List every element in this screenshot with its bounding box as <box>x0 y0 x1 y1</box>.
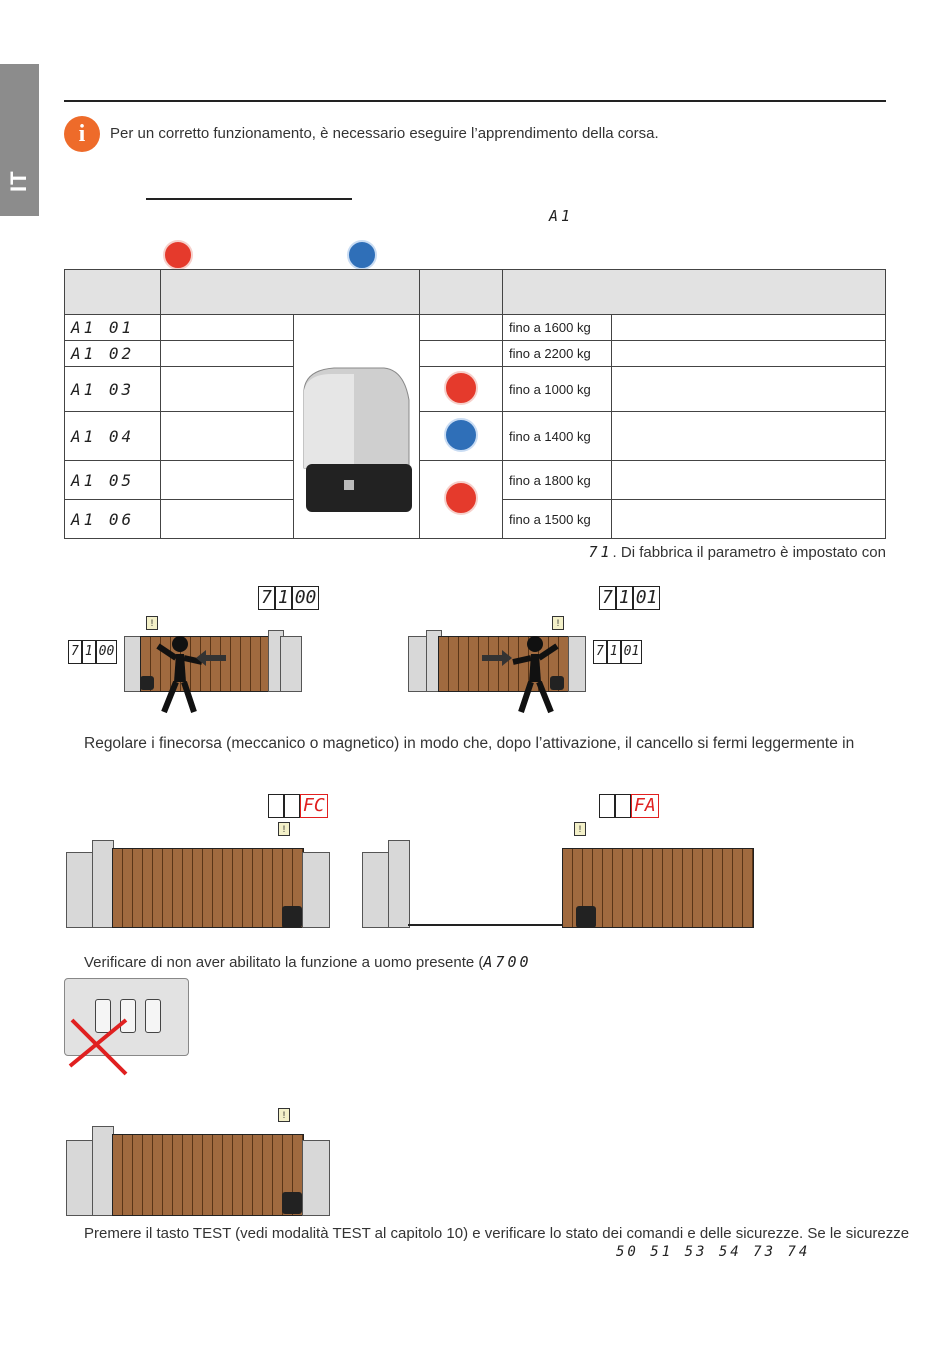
table-header-cell <box>65 270 161 315</box>
display-fc: FC <box>268 794 328 818</box>
speed-icon <box>163 240 193 270</box>
motor-icon <box>282 1192 302 1214</box>
gate-post <box>388 840 410 928</box>
table-code-cell: A1 03 <box>65 367 161 412</box>
gate-panel <box>112 848 304 928</box>
table-cell <box>612 461 886 500</box>
gate-post <box>92 1126 114 1216</box>
table-cell <box>161 500 294 539</box>
arrow-left-icon <box>196 650 226 666</box>
table-cell <box>161 341 294 367</box>
table-code-cell: A1 06 <box>65 500 161 539</box>
motor-image <box>294 330 419 520</box>
table-cell <box>612 500 886 539</box>
warning-lamp-icon: ! <box>552 616 564 630</box>
table-cell <box>161 315 294 341</box>
display-fa: FA <box>599 794 659 818</box>
gate-post <box>66 1140 94 1216</box>
test-codes: 50 51 53 54 73 74 <box>616 1244 811 1260</box>
speed-icon <box>444 481 478 515</box>
language-tab-label: IT <box>6 170 31 192</box>
heading-underline <box>146 198 352 200</box>
table-cell <box>420 341 503 367</box>
info-text: Per un corretto funzionamento, è necessario eseguire l’apprendimento della corsa. <box>110 125 659 142</box>
para-verify: Verificare di non aver abilitato la funzione a uomo presente (A700 <box>84 953 532 971</box>
table-code-cell: A1 01 <box>65 315 161 341</box>
table-header-cell <box>503 270 886 315</box>
table-icon-cell <box>420 461 503 539</box>
table-code-cell: A1 05 <box>65 461 161 500</box>
table-weight-cell: fino a 1600 kg <box>503 315 612 341</box>
warning-lamp-icon: ! <box>146 616 158 630</box>
language-tab <box>0 64 39 216</box>
table-icon-cell <box>420 367 503 412</box>
table-weight-cell: fino a 1800 kg <box>503 461 612 500</box>
table-cell <box>420 315 503 341</box>
table-header-cell <box>161 270 420 315</box>
warning-lamp-icon: ! <box>574 822 586 836</box>
small-display-left: 7 1 00 <box>68 640 117 664</box>
model-table <box>64 269 886 539</box>
table-icon-cell <box>420 412 503 461</box>
top-rule <box>64 100 886 102</box>
display-left: 7 1 00 <box>258 586 319 610</box>
gate-track <box>408 924 562 926</box>
motor-icon <box>576 906 596 928</box>
gate-post <box>302 1140 330 1216</box>
gate-post <box>568 636 586 692</box>
person-pushing-icon <box>495 636 565 714</box>
factory-note: 71. Di fabbrica il parametro è impostato con <box>588 543 886 561</box>
motor-image-cell <box>294 315 420 539</box>
param-code-a1: A1 <box>549 207 574 225</box>
table-cell <box>161 461 294 500</box>
table-weight-cell: fino a 1400 kg <box>503 412 612 461</box>
info-icon: i <box>64 116 100 152</box>
cross-icon <box>64 1010 144 1080</box>
gate-post <box>92 840 114 928</box>
table-code-cell: A1 04 <box>65 412 161 461</box>
table-cell <box>612 412 886 461</box>
para-test: Premere il tasto TEST (vedi modalità TEST al capitolo 10) e verificare lo stato dei comandi e delle sicurezze. Se le sicurezze <box>84 1225 910 1242</box>
gear-icon <box>444 418 478 452</box>
gate-post <box>280 636 302 692</box>
table-cell <box>612 367 886 412</box>
arrow-right-icon <box>482 650 512 666</box>
gear-icon <box>347 240 377 270</box>
table-weight-cell: fino a 1500 kg <box>503 500 612 539</box>
table-header-cell <box>420 270 503 315</box>
table-cell <box>612 341 886 367</box>
motor-icon <box>282 906 302 928</box>
gate-panel <box>112 1134 304 1216</box>
gate-post <box>66 852 94 928</box>
display-right: 7 1 01 <box>599 586 660 610</box>
dip-switch-key <box>145 999 161 1033</box>
table-cell <box>612 315 886 341</box>
para-limits: Regolare i finecorsa (meccanico o magnetico) in modo che, dopo l’attivazione, il cancello si fermi leggermente in <box>84 735 855 752</box>
gate-post <box>302 852 330 928</box>
table-cell <box>161 412 294 461</box>
table-cell <box>161 367 294 412</box>
table-code-cell: A1 02 <box>65 341 161 367</box>
warning-lamp-icon: ! <box>278 822 290 836</box>
warning-lamp-icon: ! <box>278 1108 290 1122</box>
person-pushing-icon <box>150 636 220 714</box>
table-weight-cell: fino a 1000 kg <box>503 367 612 412</box>
table-weight-cell: fino a 2200 kg <box>503 341 612 367</box>
speed-icon <box>444 371 478 405</box>
gate-post <box>362 852 390 928</box>
small-display-right: 7 1 01 <box>593 640 642 664</box>
